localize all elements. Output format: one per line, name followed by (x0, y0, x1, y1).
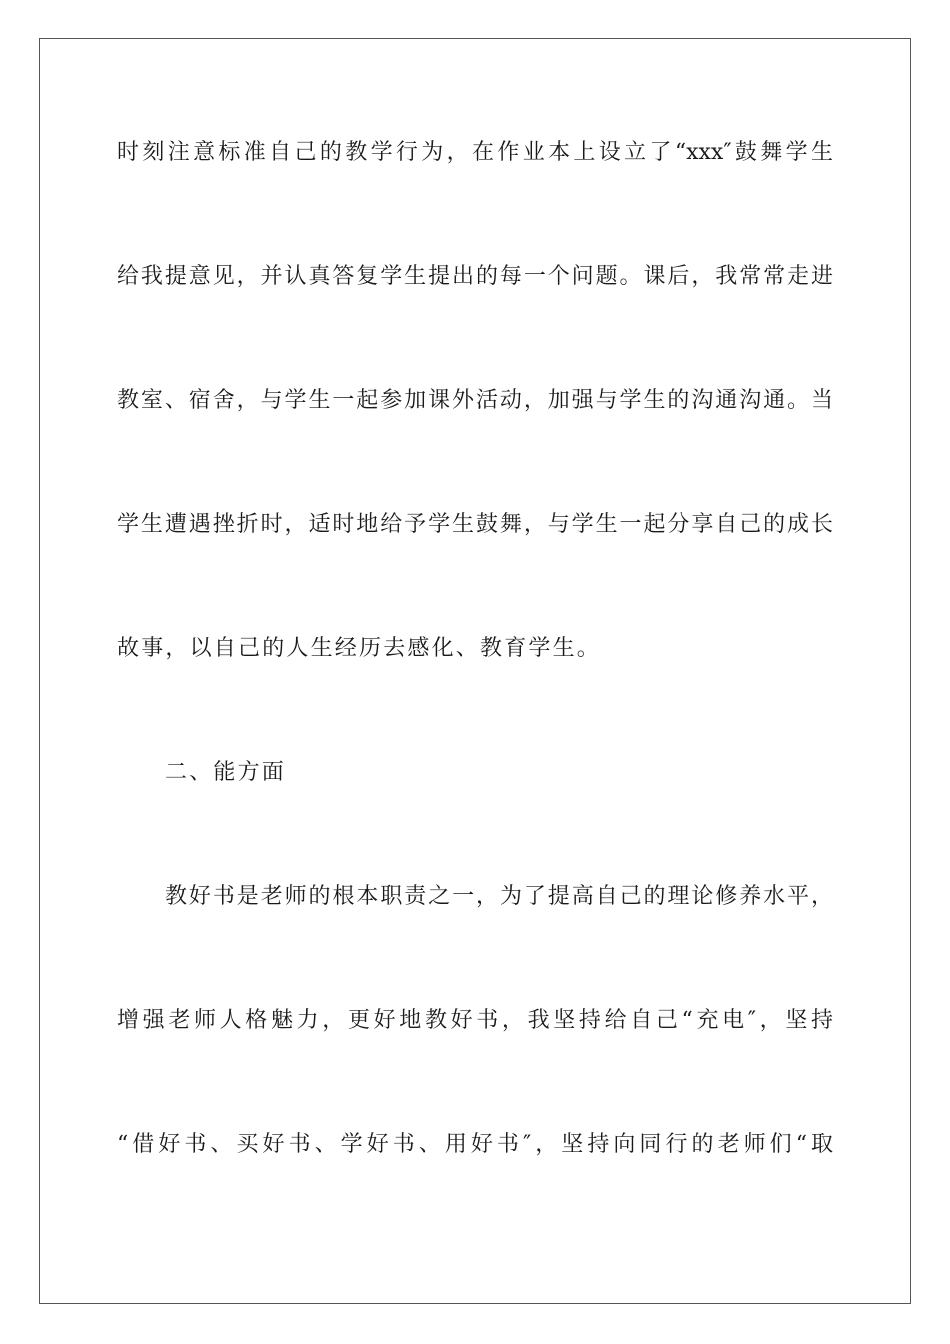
body-text-line-2: 给我提意见，并认真答复学生提出的每一个问题。课后，我常常走进 (117, 264, 833, 289)
body-text-line-1: 时刻注意标准自己的教学行为，在作业本上设立了“xxx″鼓舞学生 (117, 140, 833, 165)
page-border (39, 38, 911, 1304)
body-text-line-7: 增强老师人格魅力，更好地教好书，我坚持给自己“充电″，坚持 (117, 1008, 833, 1033)
body-text-line-5: 故事，以自己的人生经历去感化、教育学生。 (117, 636, 602, 661)
body-text-line-8: “借好书、买好书、学好书、用好书″，坚持向同行的老师们“取 (117, 1132, 833, 1157)
body-text-line-6: 教好书是老师的根本职责之一，为了提高自己的理论修养水平， (165, 884, 833, 909)
body-text-line-3: 教室、宿舍，与学生一起参加课外活动，加强与学生的沟通沟通。当 (117, 388, 833, 413)
body-text-line-4: 学生遭遇挫折时，适时地给予学生鼓舞，与学生一起分享自己的成长 (117, 512, 833, 537)
section-heading: 二、能方面 (165, 760, 287, 785)
